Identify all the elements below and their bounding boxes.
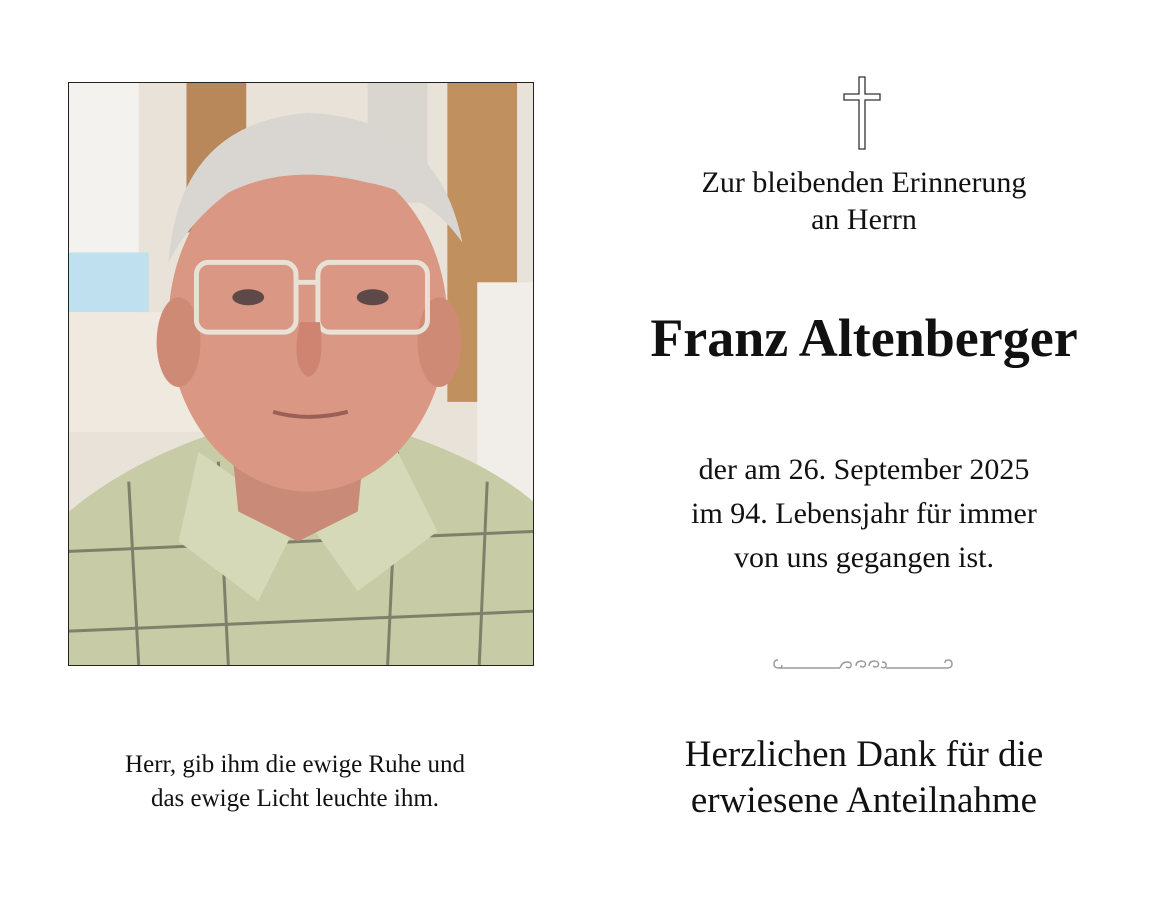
latin-cross-icon (843, 76, 881, 150)
thanks-text (600, 732, 1128, 824)
prayer-line-2: das ewige Licht leuchte ihm. (150, 785, 440, 812)
death-line-1: der am 26. September 2025 (698, 453, 1030, 486)
intro-text (600, 164, 1128, 238)
death-line-3: von uns gegangen ist. (734, 541, 994, 574)
prayer-text (60, 748, 530, 816)
death-notice (600, 448, 1128, 580)
thanks-line-1: Herzlichen Dank für die (684, 734, 1044, 775)
death-line-2: im 94. Lebensjahr für immer (691, 497, 1037, 530)
scroll-divider-icon (772, 652, 954, 674)
deceased-name: Franz Altenberger (650, 308, 1078, 368)
intro-line-1: Zur bleibenden Erinnerung (701, 166, 1027, 199)
portrait-photo (68, 82, 534, 666)
portrait-image (69, 83, 533, 665)
intro-line-2: an Herrn (811, 203, 917, 236)
thanks-line-2: erwiesene Anteilnahme (690, 780, 1038, 821)
prayer-line-1: Herr, gib ihm die ewige Ruhe und (125, 751, 465, 778)
